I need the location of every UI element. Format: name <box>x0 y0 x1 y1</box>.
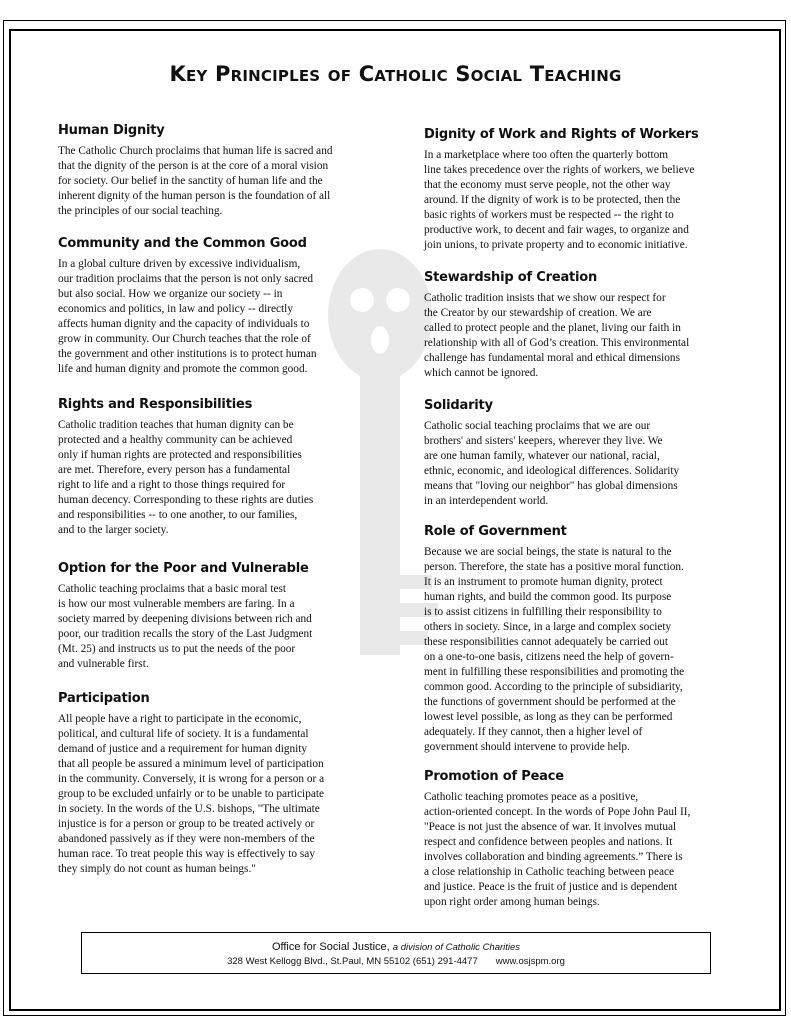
section-stewardship-of-creation <box>424 270 740 381</box>
section-body: In a global culture driven by excessive individualism, our tradition proclaims that the person is not only sacred but also social. How we organize our society -- in economics and politics, in law and policy -- directly affects human dignity and the capacity of individuals to grow in community. Our Church teaches that the role of the government and other institutions is to protect human life and human dignity and promote the common good. <box>58 258 317 375</box>
section-body: In a marketplace where too often the quarterly bottom line takes precedence over the rights of workers, we believe that the economy must serve people, not the other way around. If the dignity of work is to be protected, then the basic rights of workers must be respected -- the right to productive work, to decent and fair wages, to organize and join unions, to private property and to economic initiative. <box>424 149 695 251</box>
section-heading: Role of Government <box>424 524 567 539</box>
section-body: Catholic tradition teaches that human dignity can be protected and a healthy community can be achieved only if human rights are protected and responsibilities are met. Therefore, every person has a fundamental right to life and a right to those things required for human decency. Corresponding to these rights are duties and responsibilities -- to one another, to our families, and to the larger society. <box>58 419 314 536</box>
section-heading: Solidarity <box>424 398 493 413</box>
footer-address: 328 West Kellogg Blvd., St.Paul, MN 55102 (651) 291-4477 <box>227 956 478 967</box>
section-heading: Stewardship of Creation <box>424 270 598 285</box>
section-solidarity <box>424 398 740 509</box>
section-heading: Community and the Common Good <box>58 236 307 251</box>
section-heading: Dignity of Work and Rights of Workers <box>424 127 699 142</box>
section-body: Catholic social teaching proclaims that we are our brothers' and sisters' keepers, wherever they live. We are one human family, whatever our national, racial, ethnic, economic, and ideological differences. Solidarity means that "loving our neighbor" has global dimensions in an interdependent world. <box>424 420 680 507</box>
footer-division: a division of Catholic Charities <box>392 942 521 953</box>
section-participation <box>58 691 378 877</box>
footer-org-line <box>82 941 710 953</box>
footer-box <box>81 932 711 974</box>
section-body: Catholic teaching proclaims that a basic moral test is how our most vulnerable members are faring. In a society marred by deepening divisions between rich and poor, our tradition recalls the story of the Last Judgment (Mt. 25) and instructs us to put the needs of the poor and vulnerable first. <box>58 583 313 670</box>
section-body: Because we are social beings, the state is natural to the person. Therefore, the state has a positive moral function. It is an instrument to promote human dignity, protect human rights, and build the common good. Its purpose is to assist citizens in fulfilling their responsibility to others in society. Since, in a large and complex society these responsibilities cannot adequately be carried out on a one-to-one basis, citizens need the help of govern- ment in fulfilling these responsibilities and promoting the common good. According to the principle of subsidiarity, the functions of government should be performed at the lowest level possible, as long as they can be performed adequately. If they cannot, then a higher level of government should intervene to provide help. <box>424 546 685 753</box>
section-body: Catholic teaching promotes peace as a positive, action-oriented concept. In the words of Pope John Paul II, "Peace is not just the absence of war. It involves mutual respect and confidence between peoples and nations. It involves collaboration and binding agreements.” There is a close relationship in Catholic teaching between peace and justice. Peace is the fruit of justice and is dependent upon right order among human beings. <box>424 791 691 908</box>
footer-org: Office for Social Justice, <box>271 941 390 953</box>
section-heading: Option for the Poor and Vulnerable <box>58 561 309 576</box>
section-option-for-poor <box>58 561 378 672</box>
section-promotion-of-peace <box>424 769 740 910</box>
section-dignity-of-work <box>424 127 740 253</box>
section-heading: Rights and Responsibilities <box>58 397 253 412</box>
section-heading: Promotion of Peace <box>424 769 564 784</box>
section-role-of-government <box>424 524 740 755</box>
section-body: All people have a right to participate in the economic, political, and cultural life of society. It is a fundamental demand of justice and a requirement for human dignity that all people be assured a minimum level of participation in the community. Conversely, it is wrong for a person or a group to be excluded unfairly or to be unable to participate in society. In the words of the U.S. bishops, "The ultimate injustice is for a person or group to be treated actively or abandoned passively as if they were non-members of the human race. To treat people this way is effectively to say they simply do not count as human beings." <box>58 713 325 875</box>
section-community-common-good <box>58 236 378 377</box>
section-heading: Human Dignity <box>58 123 165 138</box>
footer-website[interactable]: www.osjspm.org <box>495 956 565 967</box>
section-body: The Catholic Church proclaims that human life is sacred and that the dignity of the person is at the core of a moral vision for society. Our belief in the sanctity of human life and the inherent dignity of the human person is the foundation of all the principles of our social teaching. <box>58 145 333 217</box>
section-human-dignity <box>58 123 378 219</box>
section-body: Catholic tradition insists that we show our respect for the Creator by our stewardship of creation. We are called to protect people and the planet, living our faith in relationship with all of God’s creation. This environmental challenge has fundamental moral and ethical dimensions which cannot be ignored. <box>424 292 690 379</box>
section-rights-responsibilities <box>58 397 378 538</box>
section-heading: Participation <box>58 691 150 706</box>
footer-contact-line <box>82 956 710 967</box>
page-title: Key Principles of Catholic Social Teaching <box>169 62 622 86</box>
